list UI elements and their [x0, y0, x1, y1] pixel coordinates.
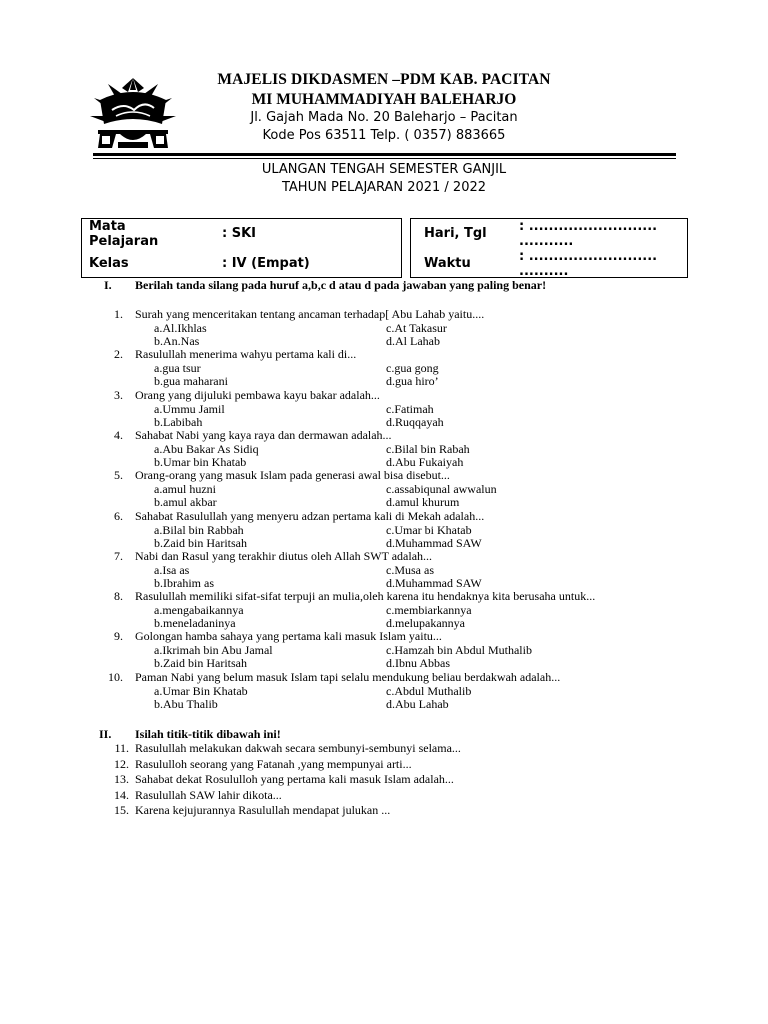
option-c: c.assabiqunal awwalun: [386, 482, 497, 496]
option-b: b.An.Nas: [154, 334, 200, 348]
option-d: d.amul khurum: [386, 495, 460, 509]
section1-instruction: Berilah tanda silang pada huruf a,b,c d atau d pada jawaban yang paling benar!: [135, 278, 547, 292]
option-a: a.Ummu Jamil: [154, 402, 225, 416]
option-b: b.Ibrahim as: [154, 576, 214, 590]
date-dots: : ..........................: [519, 219, 658, 234]
option-d: d.melupakannya: [386, 616, 465, 630]
option-c: c.Musa as: [386, 563, 434, 577]
option-b: b.Umar bin Khatab: [154, 455, 247, 469]
question-text: Paman Nabi yang belum masuk Islam tapi selalu mendukung beliau berdakwah adalah...: [135, 670, 561, 684]
date-dots-cont: ...........: [519, 234, 574, 249]
essay-question-text: Karena kejujurannya Rasulullah mendapat julukan ...: [135, 803, 391, 817]
class-label: Kelas: [89, 256, 129, 271]
question-number: 2.: [114, 347, 123, 361]
question-text: Orang yang dijuluki pembawa kayu bakar adalah...: [135, 388, 380, 402]
option-d: d.Ruqqayah: [386, 415, 444, 429]
exam-title: ULANGAN TENGAH SEMESTER GANJIL: [261, 162, 507, 177]
essay-question-text: Rasulull‌oh seorang yang Fatanah ,yang mempunyai arti...: [135, 757, 412, 771]
essay-question-number: 12.: [114, 757, 129, 771]
subject-label: Mata Pelajaran: [89, 219, 159, 249]
time-label: Waktu: [424, 256, 471, 271]
option-d: d.Muhammad SAW: [386, 536, 482, 550]
option-d: d.Al Lahab: [386, 334, 440, 348]
header-rule-thick: [93, 153, 676, 156]
time-value: [519, 249, 657, 279]
option-a: a.Isa as: [154, 563, 190, 577]
option-b: b.meneladaninya: [154, 616, 236, 630]
option-a: a.Ikrimah bin Abu Jamal: [154, 643, 273, 657]
option-d: d.Abu Lahab: [386, 697, 449, 711]
option-c: c.Fatimah: [386, 402, 434, 416]
option-a: a.mengabaikannya: [154, 603, 244, 617]
school-name: MI MUHAMMADIYAH BALEHARJO: [251, 91, 517, 108]
section2-instruction: Isilah titik-titik dibawah ini!: [135, 727, 281, 741]
option-b: b.Abu Thalib: [154, 697, 218, 711]
essay-question-number: 13.: [114, 772, 129, 786]
date-label: Hari, Tgl: [424, 226, 487, 241]
school-address: [180, 109, 588, 145]
header-rule-thin: [93, 158, 676, 159]
option-a: a.Abu Bakar As Sidiq: [154, 442, 259, 456]
date-time-box: [410, 218, 688, 278]
question-number: 7.: [114, 549, 123, 563]
option-a: a.gua tsur: [154, 361, 201, 375]
option-c: c.At Takasur: [386, 321, 447, 335]
question-number: 9.: [114, 629, 123, 643]
question-number: 3.: [114, 388, 123, 402]
option-c: c.Abdul Muthalib: [386, 684, 472, 698]
option-c: c.Bilal bin Rabah: [386, 442, 470, 456]
question-text: Rasulullah memiliki sifat-sifat terpuji an mulia,oleh karena itu hendaknya kita berusaha untuk...: [135, 589, 596, 603]
question-text: Sahabat Rasulullah yang menyeru adzan pertama kali di Mekah adalah...: [135, 509, 485, 523]
option-a: a.amul huzni: [154, 482, 216, 496]
option-a: a.Umar Bin Khatab: [154, 684, 248, 698]
date-value: [519, 219, 657, 249]
option-a: a.Bilal bin Rabbah: [154, 523, 244, 537]
essay-question-number: 15.: [114, 803, 129, 817]
question-number: 8.: [114, 589, 123, 603]
time-dots-cont: ..........: [519, 264, 569, 279]
question-text: Orang-orang yang masuk Islam pada generasi awal bisa disebut...: [135, 468, 450, 482]
option-d: d.Muhammad SAW: [386, 576, 482, 590]
muhammadiyah-logo: [88, 76, 178, 152]
option-c: c.Hamzah bin Abdul Muthalib: [386, 643, 532, 657]
subject-value: : SKI: [222, 226, 256, 241]
option-b: b.amul akbar: [154, 495, 217, 509]
option-d: d.gua hiro’: [386, 374, 439, 388]
option-b: b.Zaid bin Haritsah: [154, 536, 247, 550]
address-line: Jl. Gajah Mada No. 20 Baleharjo – Pacitan: [250, 110, 518, 125]
option-c: c.gua gong: [386, 361, 439, 375]
essay-question-number: 14.: [114, 788, 129, 802]
option-c: c.Umar bi Khatab: [386, 523, 472, 537]
question-text: Nabi dan Rasul yang terakhir diutus oleh Allah SWT adalah...: [135, 549, 433, 563]
option-d: d.Ibnu Abbas: [386, 656, 450, 670]
class-value: : IV (Empat): [222, 256, 310, 271]
question-number: 5.: [114, 468, 123, 482]
option-b: b.Zaid bin Haritsah: [154, 656, 247, 670]
foundation-name: MAJELIS DIKDASMEN –PDM KAB. PACITAN: [217, 71, 551, 88]
subject-class-box: [81, 218, 402, 278]
question-number: 6.: [114, 509, 123, 523]
academic-year: TAHUN PELAJARAN 2021 / 2022: [281, 180, 487, 195]
question-text: Sahabat Nabi yang kaya raya dan dermawan adalah...: [135, 428, 392, 442]
question-number: 1.: [114, 307, 123, 321]
time-dots: : ..........................: [519, 249, 658, 264]
essay-question-number: 11.: [114, 741, 129, 755]
essay-question-text: Rasulullah SAW lahir dikota...: [135, 788, 282, 802]
option-d: d.Abu Fukaiyah: [386, 455, 464, 469]
essay-question-text: Sahabat dekat Rosululloh yang pertama kali masuk Islam adalah...: [135, 772, 454, 786]
option-a: a.Al.Ikhlas: [154, 321, 207, 335]
section1-number: I.: [104, 278, 112, 292]
question-number: 10.: [108, 670, 123, 684]
postal-phone-line: Kode Pos 63511 Telp. ( 0357) 883665: [262, 128, 506, 143]
option-b: b.gua maharani: [154, 374, 228, 388]
option-c: c.membiarkannya: [386, 603, 472, 617]
question-text: Rasulullah menerima wahyu pertama kali di...: [135, 347, 357, 361]
option-b: b.Labibah: [154, 415, 203, 429]
question-text: Golongan hamba sahaya yang pertama kali masuk Islam yaitu...: [135, 629, 442, 643]
essay-question-text: Rasulullah melakukan dakwah secara sembunyi-sembunyi selama...: [135, 741, 461, 755]
question-text: Surah yang menceritakan tentang ancaman terhadap[ Abu Lahab yaitu....: [135, 307, 485, 321]
section2-number: II.: [99, 727, 112, 741]
question-number: 4.: [114, 428, 123, 442]
